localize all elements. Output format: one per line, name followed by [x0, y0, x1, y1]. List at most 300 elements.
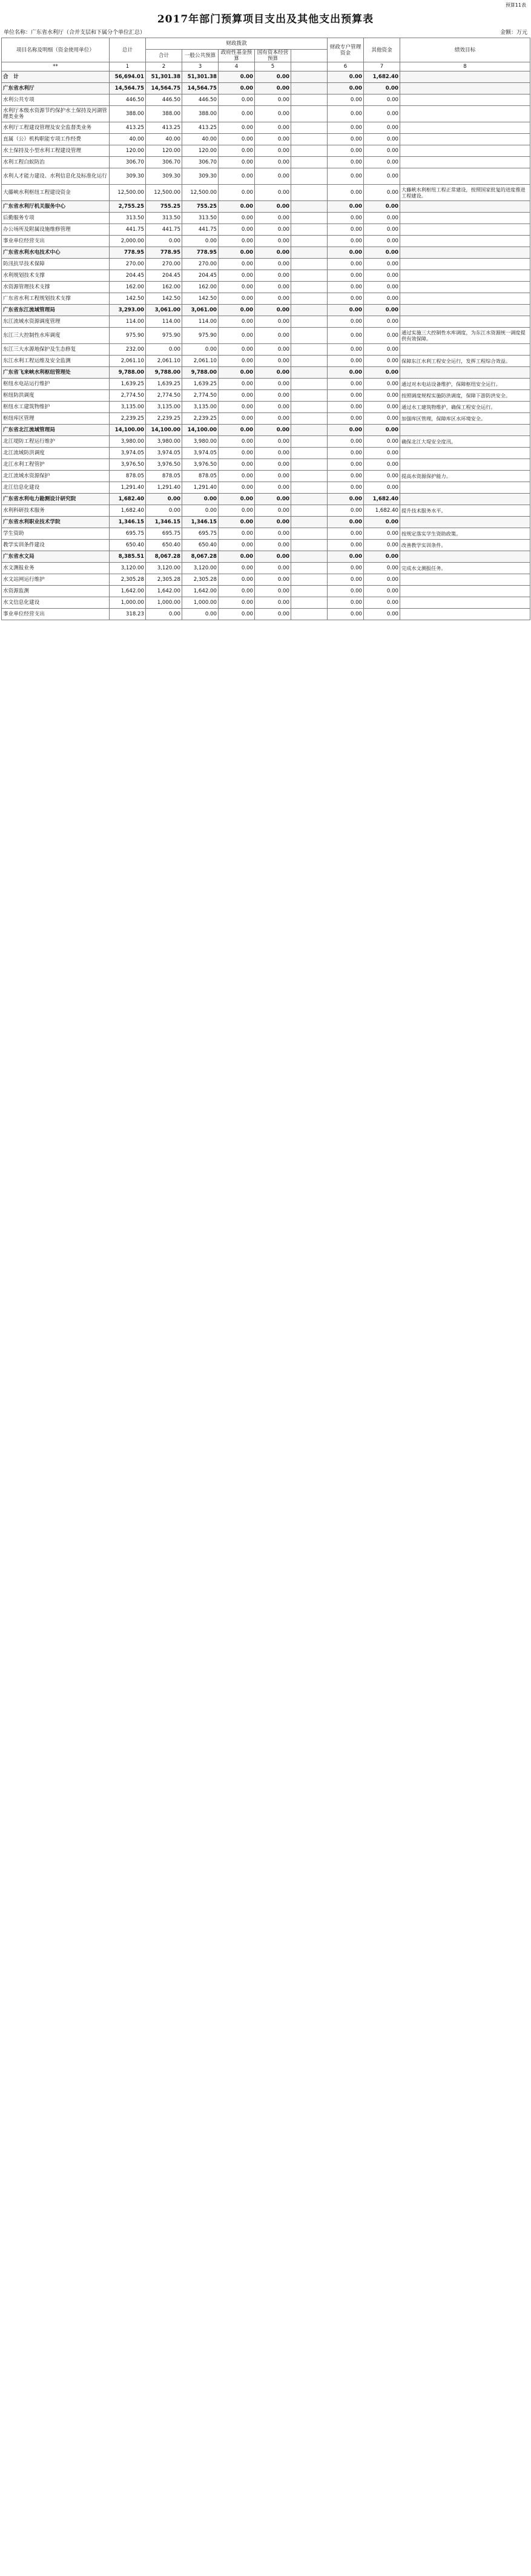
cell-value — [291, 356, 328, 367]
table-row — [2, 316, 530, 328]
cell-value: 0.00 — [219, 157, 255, 168]
cell-performance-goal — [400, 305, 530, 316]
cell-value: 3,974.05 — [182, 448, 219, 459]
cell-performance-goal — [400, 270, 530, 282]
cell-value: 778.95 — [146, 247, 182, 259]
cell-value: 2,774.50 — [146, 390, 182, 402]
cell-value: 0.00 — [255, 201, 291, 213]
cell-performance-goal — [400, 236, 530, 247]
cell-value: 0.00 — [255, 293, 291, 305]
cell-value: 0.00 — [364, 344, 400, 356]
cell-value: 0.00 — [219, 145, 255, 157]
cell-value: 204.45 — [182, 270, 219, 282]
cell-value: 0.00 — [364, 106, 400, 122]
cell-value: 12,500.00 — [182, 185, 219, 201]
cell-value: 0.00 — [255, 540, 291, 551]
unit-subtotal-row — [2, 494, 530, 505]
cell-value: 0.00 — [255, 168, 291, 185]
cell-value: 40.00 — [110, 134, 146, 145]
cell-value: 3,974.05 — [110, 448, 146, 459]
cell-value: 650.40 — [110, 540, 146, 551]
cell-value: 0.00 — [364, 367, 400, 379]
cell-value: 12,500.00 — [146, 185, 182, 201]
header-gov-fund: 政府性基金预算 — [219, 50, 255, 62]
cell-value: 0.00 — [219, 390, 255, 402]
cell-value: 14,100.00 — [146, 425, 182, 436]
cell-value: 0.00 — [364, 551, 400, 563]
cell-value — [291, 185, 328, 201]
cell-value: 2,061.10 — [146, 356, 182, 367]
table-row — [2, 122, 530, 134]
cell-performance-goal: 改善教学实训条件。 — [400, 540, 530, 551]
cell-value: 0.00 — [255, 390, 291, 402]
cell-value: 120.00 — [182, 145, 219, 157]
table-row — [2, 402, 530, 413]
cell-value: 0.00 — [219, 379, 255, 390]
cell-value: 1,000.00 — [146, 597, 182, 609]
cell-name: 广东省水利水电技术中心 — [2, 247, 110, 259]
cell-value: 2,239.25 — [146, 413, 182, 425]
cell-value: 306.70 — [182, 157, 219, 168]
cell-value: 3,120.00 — [146, 563, 182, 574]
cell-value — [291, 282, 328, 293]
column-number: 7 — [364, 62, 400, 71]
cell-performance-goal — [400, 157, 530, 168]
table-row — [2, 213, 530, 224]
cell-value: 695.75 — [110, 528, 146, 540]
cell-value: 0.00 — [255, 402, 291, 413]
cell-value — [291, 517, 328, 528]
cell-value: 9,788.00 — [146, 367, 182, 379]
cell-performance-goal: 提升技术服务水平。 — [400, 505, 530, 517]
cell-value: 14,564.75 — [182, 83, 219, 94]
cell-performance-goal — [400, 316, 530, 328]
cell-value: 650.40 — [146, 540, 182, 551]
table-row — [2, 448, 530, 459]
table-row — [2, 293, 530, 305]
cell-value: 0.00 — [364, 305, 400, 316]
cell-value: 0.00 — [146, 344, 182, 356]
cell-value: 0.00 — [255, 551, 291, 563]
cell-value: 114.00 — [110, 316, 146, 328]
cell-value — [291, 402, 328, 413]
cell-value: 0.00 — [255, 122, 291, 134]
cell-value: 0.00 — [364, 482, 400, 494]
cell-value: 413.25 — [110, 122, 146, 134]
cell-value: 1,346.15 — [110, 517, 146, 528]
cell-value: 2,774.50 — [110, 390, 146, 402]
cell-value: 309.30 — [110, 168, 146, 185]
cell-value: 0.00 — [328, 482, 364, 494]
column-number-row — [2, 62, 530, 71]
cell-value: 0.00 — [255, 586, 291, 597]
cell-value: 0.00 — [255, 436, 291, 448]
cell-value: 0.00 — [219, 494, 255, 505]
cell-value — [291, 106, 328, 122]
unit-subtotal-row — [2, 517, 530, 528]
cell-value — [291, 213, 328, 224]
cell-value: 0.00 — [328, 185, 364, 201]
cell-value: 0.00 — [219, 551, 255, 563]
cell-value: 8,067.28 — [182, 551, 219, 563]
cell-value: 0.00 — [364, 316, 400, 328]
cell-value: 114.00 — [182, 316, 219, 328]
cell-name: 水利厅本级水资源节约保护水土保持及河湖管理类业务 — [2, 106, 110, 122]
cell-name: 水利人才能力建设、水利信息化及标准化运行 — [2, 168, 110, 185]
cell-value: 0.00 — [364, 540, 400, 551]
cell-value: 0.00 — [328, 402, 364, 413]
cell-value: 1,639.25 — [110, 379, 146, 390]
cell-performance-goal: 保障东江水利工程安全运行，发挥工程综合效益。 — [400, 356, 530, 367]
cell-value: 2,000.00 — [110, 236, 146, 247]
cell-value: 0.00 — [255, 482, 291, 494]
unit-subtotal-row — [2, 247, 530, 259]
cell-name: 北江堤防工程运行维护 — [2, 436, 110, 448]
table-row — [2, 344, 530, 356]
table-row — [2, 328, 530, 344]
cell-value: 1,682.40 — [110, 494, 146, 505]
column-number: ** — [2, 62, 110, 71]
cell-value: 441.75 — [110, 224, 146, 236]
cell-performance-goal: 完成水文测报任务。 — [400, 563, 530, 574]
cell-performance-goal — [400, 448, 530, 459]
cell-value: 0.00 — [364, 185, 400, 201]
cell-value — [291, 344, 328, 356]
cell-value: 0.00 — [364, 402, 400, 413]
cell-value: 0.00 — [255, 270, 291, 282]
table-row — [2, 270, 530, 282]
table-row — [2, 505, 530, 517]
cell-value: 14,564.75 — [110, 83, 146, 94]
cell-name: 广东省水利厅机关服务中心 — [2, 201, 110, 213]
cell-name: 广东省水利厅 — [2, 83, 110, 94]
cell-name: 水利工程白蚁防治 — [2, 157, 110, 168]
cell-value: 0.00 — [328, 551, 364, 563]
cell-performance-goal — [400, 145, 530, 157]
cell-value: 0.00 — [328, 528, 364, 540]
cell-value: 3,974.05 — [146, 448, 182, 459]
cell-performance-goal — [400, 494, 530, 505]
report-meta — [1, 28, 530, 38]
table-row — [2, 185, 530, 201]
cell-value: 0.00 — [219, 574, 255, 586]
cell-value: 0.00 — [255, 185, 291, 201]
cell-value: 3,976.50 — [110, 459, 146, 471]
cell-value: 878.05 — [110, 471, 146, 482]
cell-value: 114.00 — [146, 316, 182, 328]
cell-value: 0.00 — [255, 425, 291, 436]
cell-value: 0.00 — [328, 247, 364, 259]
cell-value: 3,293.00 — [110, 305, 146, 316]
cell-value: 0.00 — [364, 390, 400, 402]
table-row — [2, 94, 530, 106]
cell-value — [291, 609, 328, 620]
cell-value: 0.00 — [328, 83, 364, 94]
cell-name: 事业单位经营支出 — [2, 236, 110, 247]
cell-value: 0.00 — [364, 236, 400, 247]
cell-value: 309.30 — [182, 168, 219, 185]
cell-name: 水文测报业务 — [2, 563, 110, 574]
cell-value: 1,291.40 — [110, 482, 146, 494]
cell-value: 9,788.00 — [182, 367, 219, 379]
cell-value: 3,120.00 — [182, 563, 219, 574]
cell-value: 0.00 — [328, 425, 364, 436]
cell-value: 1,682.40 — [364, 71, 400, 83]
cell-value: 0.00 — [328, 505, 364, 517]
cell-name: 办公场所及附属设施维修管理 — [2, 224, 110, 236]
cell-value: 313.50 — [146, 213, 182, 224]
cell-performance-goal — [400, 344, 530, 356]
cell-value: 306.70 — [146, 157, 182, 168]
cell-value: 0.00 — [364, 425, 400, 436]
cell-value: 0.00 — [255, 367, 291, 379]
cell-value: 204.45 — [146, 270, 182, 282]
cell-value: 0.00 — [219, 528, 255, 540]
cell-value: 0.00 — [328, 448, 364, 459]
cell-value: 0.00 — [255, 517, 291, 528]
cell-name: 东江水利工程运维及安全监测 — [2, 356, 110, 367]
cell-performance-goal — [400, 213, 530, 224]
cell-value — [291, 459, 328, 471]
cell-value: 0.00 — [219, 201, 255, 213]
cell-performance-goal — [400, 259, 530, 270]
cell-performance-goal — [400, 425, 530, 436]
cell-value: 318.23 — [110, 609, 146, 620]
cell-value: 204.45 — [110, 270, 146, 282]
cell-value: 0.00 — [255, 448, 291, 459]
budget-table — [1, 38, 530, 620]
cell-value: 0.00 — [219, 448, 255, 459]
cell-performance-goal: 确保北江大堤安全度汛。 — [400, 436, 530, 448]
cell-value: 0.00 — [328, 270, 364, 282]
cell-name: 广东省水文局 — [2, 551, 110, 563]
cell-value: 3,120.00 — [110, 563, 146, 574]
currency-label: 金额：万元 — [500, 30, 527, 36]
cell-value — [291, 83, 328, 94]
header-other: 其他资金 — [364, 38, 400, 62]
cell-value — [291, 134, 328, 145]
cell-value: 0.00 — [219, 597, 255, 609]
cell-value: 2,755.25 — [110, 201, 146, 213]
table-row — [2, 157, 530, 168]
cell-value — [291, 390, 328, 402]
unit-subtotal-row — [2, 71, 530, 83]
cell-value: 120.00 — [146, 145, 182, 157]
cell-value: 0.00 — [364, 586, 400, 597]
cell-performance-goal — [400, 106, 530, 122]
cell-value: 0.00 — [219, 413, 255, 425]
cell-value: 0.00 — [328, 413, 364, 425]
cell-value: 0.00 — [328, 106, 364, 122]
cell-value: 0.00 — [219, 293, 255, 305]
cell-value: 0.00 — [364, 379, 400, 390]
cell-value: 120.00 — [110, 145, 146, 157]
cell-value: 0.00 — [328, 213, 364, 224]
cell-value: 0.00 — [255, 247, 291, 259]
column-number: 2 — [146, 62, 182, 71]
cell-value — [291, 122, 328, 134]
cell-value — [291, 71, 328, 83]
cell-value — [291, 586, 328, 597]
cell-name: 广东省水利电力勘测设计研究院 — [2, 494, 110, 505]
cell-value: 0.00 — [328, 471, 364, 482]
cell-value: 0.00 — [328, 145, 364, 157]
cell-value: 0.00 — [364, 448, 400, 459]
unit-subtotal-row — [2, 83, 530, 94]
cell-value — [291, 316, 328, 328]
cell-name: 广东省水利职业技术学院 — [2, 517, 110, 528]
cell-name: 广东省东江流域管理局 — [2, 305, 110, 316]
cell-name: 广东省飞来峡水利枢纽管理处 — [2, 367, 110, 379]
cell-value: 446.50 — [182, 94, 219, 106]
cell-value: 0.00 — [255, 574, 291, 586]
cell-value: 0.00 — [219, 586, 255, 597]
cell-value: 0.00 — [219, 134, 255, 145]
cell-value: 413.25 — [182, 122, 219, 134]
cell-name: 东江流域水资源调度管理 — [2, 316, 110, 328]
cell-value — [291, 574, 328, 586]
cell-value: 0.00 — [328, 122, 364, 134]
column-number: 3 — [182, 62, 219, 71]
cell-performance-goal — [400, 459, 530, 471]
cell-value: 0.00 — [255, 528, 291, 540]
cell-performance-goal: 大藤峡水利枢纽工程正常建设，按照国家批复的进度推进工程建设。 — [400, 185, 530, 201]
cell-value — [291, 494, 328, 505]
cell-value: 0.00 — [328, 201, 364, 213]
cell-value: 1,682.40 — [364, 494, 400, 505]
cell-value: 2,774.50 — [182, 390, 219, 402]
cell-value — [291, 259, 328, 270]
cell-value — [291, 367, 328, 379]
cell-performance-goal — [400, 122, 530, 134]
cell-value: 2,239.25 — [182, 413, 219, 425]
cell-name: 水利科研技术服务 — [2, 505, 110, 517]
cell-performance-goal: 加强库区管理，保障库区水环境安全。 — [400, 413, 530, 425]
unit-subtotal-row — [2, 425, 530, 436]
cell-value: 755.25 — [182, 201, 219, 213]
cell-value: 0.00 — [255, 106, 291, 122]
cell-performance-goal — [400, 201, 530, 213]
cell-performance-goal — [400, 586, 530, 597]
cell-value: 1,639.25 — [146, 379, 182, 390]
cell-value: 1,000.00 — [182, 597, 219, 609]
header-name: 项目名称及明细（资金使用单位） — [2, 38, 110, 62]
cell-value: 3,135.00 — [182, 402, 219, 413]
cell-value: 0.00 — [219, 436, 255, 448]
cell-value: 975.90 — [182, 328, 219, 344]
cell-value: 0.00 — [364, 213, 400, 224]
table-row — [2, 482, 530, 494]
cell-value: 0.00 — [219, 83, 255, 94]
cell-value: 14,564.75 — [146, 83, 182, 94]
cell-value: 0.00 — [219, 316, 255, 328]
cell-name: 水文站网运行维护 — [2, 574, 110, 586]
cell-value: 0.00 — [219, 459, 255, 471]
cell-value: 1,291.40 — [146, 482, 182, 494]
table-row — [2, 379, 530, 390]
cell-value — [291, 471, 328, 482]
cell-value: 0.00 — [182, 505, 219, 517]
column-number: 1 — [110, 62, 146, 71]
cell-value: 695.75 — [146, 528, 182, 540]
cell-value: 975.90 — [146, 328, 182, 344]
cell-value: 0.00 — [328, 586, 364, 597]
cell-value: 0.00 — [255, 316, 291, 328]
cell-performance-goal — [400, 367, 530, 379]
cell-name: 北江信息化建设 — [2, 482, 110, 494]
column-number: 6 — [328, 62, 364, 71]
cell-name: 水资源监测 — [2, 586, 110, 597]
table-row — [2, 106, 530, 122]
cell-value: 0.00 — [146, 494, 182, 505]
table-row — [2, 390, 530, 402]
cell-value: 2,061.10 — [110, 356, 146, 367]
cell-value: 12,500.00 — [110, 185, 146, 201]
cell-value: 0.00 — [255, 494, 291, 505]
cell-value: 0.00 — [328, 379, 364, 390]
cell-value: 51,301.38 — [146, 71, 182, 83]
table-number-note: 预算11表 — [505, 2, 526, 8]
cell-value — [291, 201, 328, 213]
cell-value — [291, 528, 328, 540]
unit-subtotal-row — [2, 201, 530, 213]
cell-name: 水文信息化建设 — [2, 597, 110, 609]
cell-value — [291, 563, 328, 574]
unit-subtotal-row — [2, 551, 530, 563]
cell-name: 广东省北江流域管理局 — [2, 425, 110, 436]
cell-value: 0.00 — [219, 540, 255, 551]
cell-value: 0.00 — [182, 236, 219, 247]
cell-value — [291, 597, 328, 609]
cell-value: 778.95 — [110, 247, 146, 259]
cell-value: 0.00 — [219, 94, 255, 106]
header-special-fund: 财政专户管理资金 — [328, 38, 364, 62]
cell-value: 2,061.10 — [182, 356, 219, 367]
table-row — [2, 459, 530, 471]
cell-value: 0.00 — [364, 94, 400, 106]
cell-value: 0.00 — [364, 517, 400, 528]
cell-value: 0.00 — [255, 259, 291, 270]
cell-value: 162.00 — [182, 282, 219, 293]
table-row — [2, 356, 530, 367]
table-row — [2, 413, 530, 425]
cell-value — [291, 145, 328, 157]
cell-value: 0.00 — [364, 145, 400, 157]
cell-value: 142.50 — [182, 293, 219, 305]
cell-value: 1,639.25 — [182, 379, 219, 390]
cell-value: 0.00 — [364, 356, 400, 367]
cell-value — [291, 157, 328, 168]
cell-value: 1,291.40 — [182, 482, 219, 494]
cell-performance-goal — [400, 83, 530, 94]
cell-value: 9,788.00 — [110, 367, 146, 379]
cell-value: 270.00 — [146, 259, 182, 270]
cell-value: 0.00 — [255, 609, 291, 620]
cell-value: 0.00 — [255, 505, 291, 517]
cell-value: 0.00 — [364, 574, 400, 586]
cell-value: 695.75 — [182, 528, 219, 540]
cell-value: 0.00 — [364, 528, 400, 540]
cell-value: 446.50 — [146, 94, 182, 106]
cell-value: 0.00 — [364, 134, 400, 145]
cell-value: 0.00 — [364, 201, 400, 213]
cell-value: 2,305.28 — [182, 574, 219, 586]
cell-value: 3,976.50 — [146, 459, 182, 471]
cell-value: 0.00 — [255, 344, 291, 356]
table-row — [2, 145, 530, 157]
table-row — [2, 540, 530, 551]
cell-value: 1,000.00 — [110, 597, 146, 609]
